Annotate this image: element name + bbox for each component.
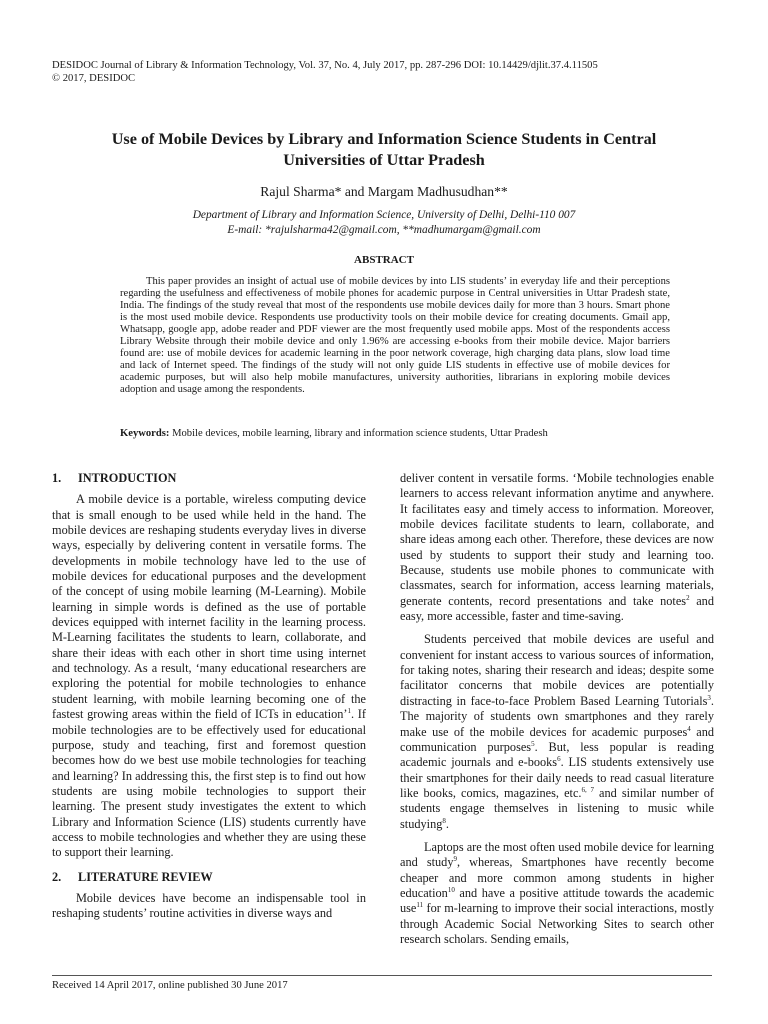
- paragraph: [400, 632, 714, 831]
- section-number: 1.: [52, 471, 62, 485]
- section-heading-literature-review: [52, 870, 366, 885]
- left-column: [52, 471, 366, 922]
- reference-marker: 4: [687, 724, 691, 733]
- title-line-2: Universities of Uttar Pradesh: [283, 151, 485, 169]
- intro-paragraph: [52, 492, 366, 860]
- authors: Rajul Sharma* and Margam Madhusudhan**: [260, 184, 508, 199]
- abstract-text: This paper provides an insight of actual use of mobile devices by into LIS students’ in everyday life and their perceptions regarding the usefulness and effectiveness of mobile phones for academic purpose in Central universities in Uttar Pradesh state, India. The findings of the study reveal that most of the respondents use mobile devices daily for more than 3 hours. Smart phone is the most used mobile device. Respondents use productivity tools on their mobile device for creating documents. Gmail app, Whatsapp, google app, adobe reader and PDF viewer are the most frequently used mobile apps. Most of the respondents access Library Website through their mobile device and only 1.96% are accessing e-books from their mobile device. Major barriers found are: use of mobile devices for academic learning in the poor network coverage, high charging data plans, slow load time and lack of Internet speed. The findings of the study will not only guide LIS students in effective use of mobile devices for academic purposes, but will also help mobile manufactures, university authorities, librarians in exploring mobile devices adoption and usage among the respondents.: [120, 276, 670, 395]
- affiliation: [0, 208, 768, 238]
- text-run: .: [445, 816, 449, 831]
- text-run: deliver content in versatile forms. ‘Mobile technologies enable learners to access relevant information anytime and anywhere. It facilitates easy and timely access to information. Moreover, mobile devices facilitate students to learn, collaborate, and share ideas among each other. Therefore, these devices are now used by students to support their study and learning too. Because, students use mobile phones to communicate with classmates, search for information, access learning materials, generate contents, record presentations and take notes: [400, 471, 714, 608]
- section-number: 2.: [52, 869, 62, 884]
- keywords: [120, 428, 680, 439]
- paragraph: [400, 840, 714, 947]
- reference-marker: 9: [453, 855, 457, 864]
- section-title: INTRODUCTION: [78, 471, 177, 485]
- text-run: for m-learning to improve their social interactions, mostly through Academic Social Networking Sites to search other research scholars. Sending emails,: [400, 901, 714, 946]
- paper-title: [60, 129, 708, 171]
- text-run: Students perceived that mobile devices are useful and convenient for instant access to various sources of information, for taking notes, sharing their research and ideas; despite some facilitator concerns that mobile devices are potentially distracting in face-to-face Problem Based Learning Tutorials: [400, 632, 714, 708]
- paragraph: [400, 471, 714, 624]
- footer-divider: [52, 975, 712, 976]
- text-run: and easy, more accessible, faster and time-saving.: [400, 593, 714, 624]
- reference-marker: 6: [557, 755, 561, 764]
- text-run: . If mobile technologies are to be effectively used for educational purpose, study and teaching, first and foremost question becomes how do we best use mobile technologies for teaching and learning? In addressing this, the first step is to find out how students are using mobile technologies to support their learning. The present study investigates the extent to which Library and Information Science (LIS) students currently have access to mobile technologies and whether they are using these to support their learning.: [52, 707, 366, 860]
- text-run: and have a positive attitude towards the academic use: [400, 885, 714, 916]
- lit-review-paragraph: Mobile devices have become an indispensable tool in reshaping students’ routine activities in diverse ways and: [52, 890, 366, 921]
- email-line: E-mail: *rajulsharma42@gmail.com, **madhumargam@gmail.com: [227, 224, 541, 236]
- abstract-heading: ABSTRACT: [354, 254, 414, 266]
- reference-marker: 6, 7: [581, 785, 594, 794]
- keywords-label: Keywords:: [120, 428, 170, 439]
- department: Department of Library and Information Science, University of Delhi, Delhi-110 007: [192, 209, 576, 221]
- reference-marker: 2: [686, 593, 690, 602]
- reference-marker: 10: [447, 885, 455, 894]
- right-column: [400, 471, 714, 947]
- reference-marker: 5: [531, 739, 535, 748]
- text-run: and communication purposes: [400, 724, 714, 754]
- section-heading-introduction: [52, 471, 366, 486]
- keywords-text: Mobile devices, mobile learning, library and information science students, Uttar Pradesh: [172, 428, 548, 439]
- copyright-line: © 2017, DESIDOC: [52, 73, 136, 84]
- received-note: Received 14 April 2017, online published 30 June 2017: [52, 980, 288, 991]
- text-run: . But, less popular is reading academic journals and e-books: [400, 739, 714, 770]
- reference-marker: 8: [442, 816, 446, 825]
- text-run: and similar number of students engage themselves in listening to music while studying: [400, 785, 714, 831]
- journal-header: [52, 59, 598, 85]
- citation-line: DESIDOC Journal of Library & Information Technology, Vol. 37, No. 4, July 2017, pp. 287-296 DOI: 10.14429/djlit.37.4.11505: [52, 60, 598, 71]
- reference-marker: 1: [347, 707, 352, 716]
- text-run: . The majority of students own smartphones and they rarely make use of the mobile devices for academic purposes: [400, 693, 714, 739]
- title-line-1: Use of Mobile Devices by Library and Information Science Students in Central: [111, 130, 657, 148]
- text-run: . LIS students extensively use their smartphones for their daily needs to read casual literature like books, comics, magazines, etc.: [400, 755, 714, 800]
- reference-marker: 11: [416, 901, 424, 910]
- text-run: Laptops are the most often used mobile device for learning and study: [400, 839, 714, 870]
- text-run: , whereas, Smartphones have recently become cheaper and more common among students in higher education: [400, 855, 714, 900]
- section-title: LITERATURE REVIEW: [78, 869, 213, 884]
- reference-marker: 3: [707, 693, 711, 702]
- text-run: A mobile device is a portable, wireless computing device that is small enough to be used while held in the hand. The mobile devices are reshaping students everyday lives in diverse ways, especially by delivering content in versatile forms. The developments in mobile technology have led to the use of mobile devices for educational purposes and the development of the concept of using mobile learning (M-Learning). Mobile learning in simple words is defined as the use of portable devices equipped with internet facility in the learning process. M-Learning facilitates the students to learn, collaborate, and share their ideas with each other in short time using internet and technology. As a result, ‘many educational researchers are exploring the potential for mobile technologies to enhance student learning, with mobile learning becoming one of the fastest growing areas within the field of ICTs in education’: [52, 492, 366, 722]
